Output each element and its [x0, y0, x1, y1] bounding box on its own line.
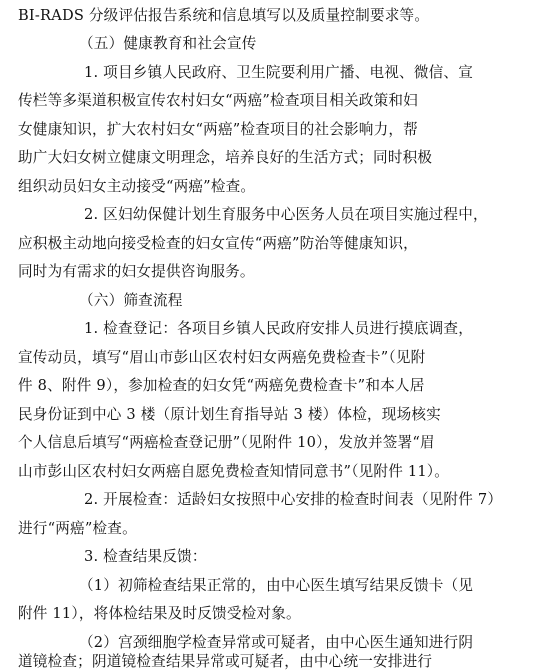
paragraph-line: 1. 检查登记：各项目乡镇人民政府安排人员进行摸底调查， — [84, 320, 474, 337]
paragraph-line: 3. 检查结果反馈： — [84, 548, 207, 565]
paragraph-line: 组织动员妇女主动接受“两癌”检查。 — [18, 178, 256, 195]
paragraph-line: 民身份证到中心 3 楼（原计划生育指导站 3 楼）体检，现场核实 — [18, 406, 441, 423]
paragraph-line: 2. 开展检查：适龄妇女按照中心安排的检查时间表（见附件 7） — [84, 491, 503, 508]
paragraph-line: 进行“两癌”检查。 — [18, 520, 137, 537]
paragraph-line: 2. 区妇幼保健计划生育服务中心医务人员在项目实施过程中， — [84, 206, 488, 223]
text-line-continuation: BI-RADS 分级评估报告系统和信息填写以及质量控制要求等。 — [18, 7, 430, 24]
paragraph-line: 山市彭山区农村妇女两癌自愿免费检查知情同意书”（见附件 11）。 — [18, 463, 450, 480]
paragraph-line: 道镜检查；阴道镜检查结果异常或可疑者，由中心统一安排进行 — [18, 653, 433, 670]
paragraph-line: 传栏等多渠道积极宣传农村妇女“两癌”检查项目相关政策和妇 — [18, 92, 418, 109]
paragraph-line: 个人信息后填写“两癌检查登记册”（见附件 10），发放并签署“眉 — [18, 434, 435, 451]
paragraph-line: 1. 项目乡镇人民政府、卫生院要利用广播、电视、微信、宣 — [84, 64, 474, 81]
paragraph-line: 应积极主动地向接受检查的妇女宣传“两癌”防治等健康知识， — [18, 235, 418, 252]
section-heading-screening-process: （六）筛查流程 — [79, 292, 183, 309]
paragraph-line: 附件 11），将体检结果及时反馈受检对象。 — [18, 605, 301, 622]
paragraph-line: 件 8、附件 9），参加检查的妇女凭“两癌免费检查卡”和本人居 — [18, 377, 425, 394]
paragraph-line: （1）初筛检查结果正常的，由中心医生填写结果反馈卡（见 — [79, 577, 474, 594]
paragraph-line: 同时为有需求的妇女提供咨询服务。 — [18, 263, 255, 280]
section-heading-health-education: （五）健康教育和社会宣传 — [79, 35, 257, 52]
paragraph-line: 宣传动员，填写“眉山市彭山区农村妇女两癌免费检查卡”（见附 — [18, 349, 426, 366]
paragraph-line: 女健康知识，扩大农村妇女“两癌”检查项目的社会影响力，帮 — [18, 121, 418, 138]
paragraph-line: （2）宫颈细胞学检查异常或可疑者，由中心医生通知进行阴 — [79, 634, 474, 651]
paragraph-line: 助广大妇女树立健康文明理念，培养良好的生活方式；同时积极 — [18, 149, 433, 166]
